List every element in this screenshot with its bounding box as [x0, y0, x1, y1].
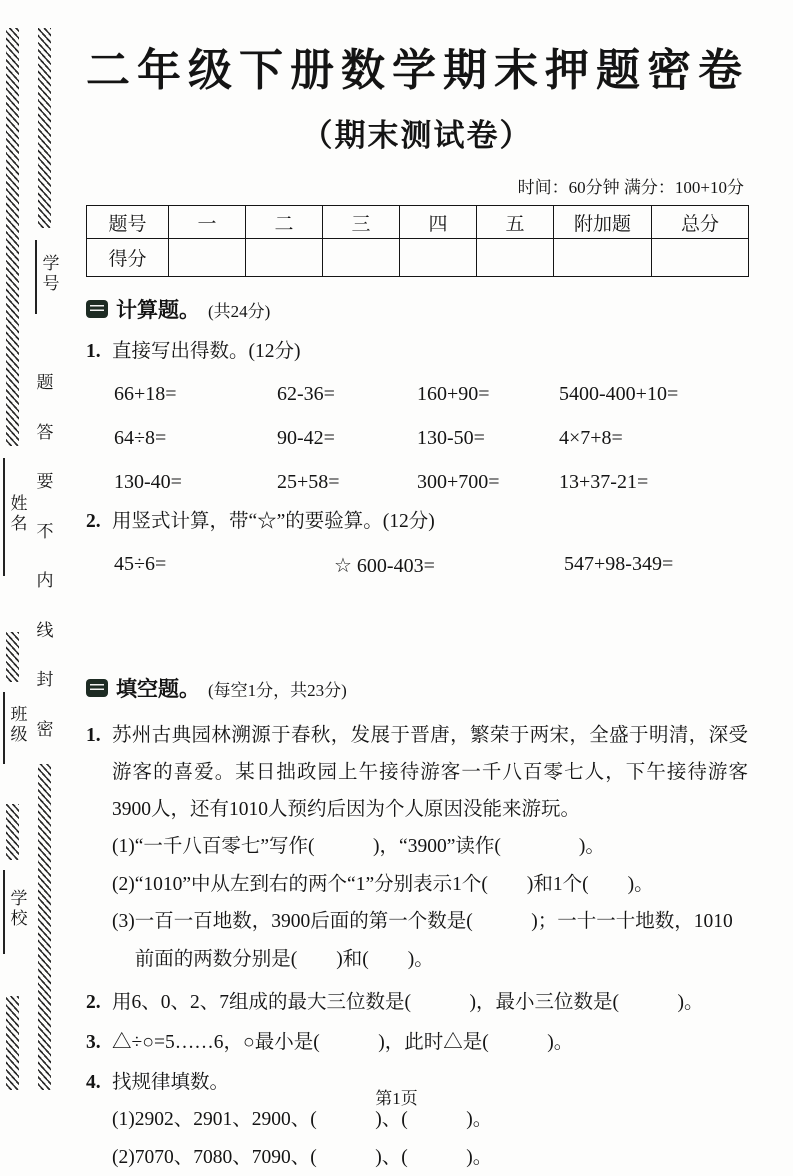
calc-problem: 90-42=: [277, 427, 417, 450]
seal-char: 内: [37, 566, 54, 591]
seal-char: 密: [37, 715, 54, 740]
fill-q1-sub-3: [86, 903, 748, 978]
score-table-header-cell: 一: [169, 206, 246, 239]
calc-question-1: [86, 337, 748, 367]
calc-problem: ☆ 600-403=: [334, 553, 564, 578]
section-calc-points: (共24分): [208, 297, 270, 322]
seal-char: 不: [37, 517, 54, 542]
seal-hatch-outer-mid1: [6, 632, 19, 682]
class-field-label: [3, 686, 30, 764]
fill-question-3: [86, 1024, 748, 1061]
question-text: 找规律填数。: [112, 1064, 748, 1101]
score-empty-cell: [246, 239, 323, 277]
vertical-calc-row: [86, 553, 748, 578]
seal-hatch-outer-top: [6, 28, 19, 446]
calc-problem: 130-40=: [114, 471, 277, 494]
calc-problem: 13+37-21=: [559, 471, 748, 494]
page-title: 二年级下册数学期末押题密卷: [86, 34, 748, 98]
question-number: 2.: [86, 984, 112, 1021]
calc-problem: 25+58=: [277, 471, 417, 494]
list-icon: [86, 300, 108, 318]
question-number: 3.: [86, 1024, 112, 1061]
fill-q1-sub-2: [86, 866, 748, 904]
time-and-score-info: 时间：60分钟 满分：100+10分: [86, 173, 748, 198]
score-empty-cell: [169, 239, 246, 277]
section-fill-title: 填空题。: [116, 673, 200, 703]
seal-char: 线: [37, 616, 54, 641]
calc-problem: 66+18=: [114, 383, 277, 406]
question-number: 2.: [86, 507, 112, 537]
oral-calc-grid: [86, 383, 748, 494]
score-empty-cell: [477, 239, 554, 277]
seal-hatch-inner-bottom: [38, 764, 51, 1090]
question-number: 1.: [86, 717, 112, 828]
sub-question-text: 7070、7080、7090、( )、( )。: [135, 1139, 748, 1176]
sub-question-number: (1): [112, 1101, 135, 1139]
question-text: 用竖式计算，带“☆”的要验算。(12分): [112, 507, 748, 537]
calc-problem: 300+700=: [417, 471, 559, 494]
seal-char: 题: [37, 368, 54, 393]
sub-question-number: (3): [112, 903, 135, 978]
score-empty-cell: [652, 239, 749, 277]
score-empty-cell: [400, 239, 477, 277]
calc-problem: 62-36=: [277, 383, 417, 406]
question-text: 苏州古典园林溯源于春秋，发展于晋唐，繁荣于两宋，全盛于明清，深受游客的喜爱。某日拙政园上午接待游客一千八百零七人，下午接待游客3900人，还有1010人预约后因为个人原因没能来游玩。: [112, 717, 748, 828]
name-field-label: [3, 452, 30, 576]
fill-question-1: [86, 717, 748, 828]
score-empty-cell: [554, 239, 652, 277]
question-text: 直接写出得数。(12分): [112, 337, 748, 367]
score-table-header-cell: 三: [323, 206, 400, 239]
calc-problem: 547+98-349=: [564, 553, 673, 578]
name-label-text: 姓名: [5, 494, 30, 534]
page-subtitle: （期末测试卷）: [86, 110, 748, 155]
section-calc-header: [86, 294, 748, 324]
school-blank-line: [3, 870, 5, 954]
score-table-header-cell: 附加题: [554, 206, 652, 239]
seal-hatch-outer-bottom: [6, 996, 19, 1090]
fill-q4-sub-2: [86, 1139, 748, 1176]
student-no-field-label: [35, 234, 62, 314]
fill-q1-sub-1: [86, 828, 748, 866]
list-icon: [86, 679, 108, 697]
fill-question-2: [86, 984, 748, 1021]
seal-char: 封: [37, 665, 54, 690]
calc-problem: 160+90=: [417, 383, 559, 406]
sub-question-number: (2): [112, 1139, 135, 1176]
calc-problem: 64÷8=: [114, 427, 277, 450]
section-fill-header: [86, 673, 748, 703]
page-number: 第1页: [0, 1084, 793, 1109]
score-table-header-cell: 五: [477, 206, 554, 239]
question-number: 4.: [86, 1064, 112, 1101]
score-label-cell: 得分: [87, 239, 169, 277]
calc-problem: 5400-400+10=: [559, 383, 748, 406]
exam-page: [86, 24, 748, 1176]
class-label-text: 班级: [5, 705, 30, 745]
calc-problem: 45÷6=: [114, 553, 334, 578]
working-space: [86, 578, 748, 656]
sub-question-number: (1): [112, 828, 135, 866]
question-text: △÷○=5……6，○最小是( )，此时△是( )。: [112, 1024, 748, 1061]
score-empty-cell: [323, 239, 400, 277]
section-fill-points: (每空1分，共23分): [208, 676, 347, 701]
question-text: 用6、0、2、7组成的最大三位数是( )，最小三位数是( )。: [112, 984, 748, 1021]
calc-question-2: [86, 507, 748, 537]
seal-char: 答: [37, 418, 54, 443]
sub-question-text: 2902、2901、2900、( )、( )。: [135, 1101, 748, 1139]
score-table-header-cell: 四: [400, 206, 477, 239]
score-table-header-cell: 总分: [652, 206, 749, 239]
score-table-header-cell: 二: [246, 206, 323, 239]
seal-line-text: [36, 368, 54, 740]
calc-problem: 130-50=: [417, 427, 559, 450]
student-no-label-text: 学号: [37, 254, 62, 294]
score-table: [86, 205, 749, 277]
question-number: 1.: [86, 337, 112, 367]
seal-hatch-inner-top: [38, 28, 51, 228]
sub-question-number: (2): [112, 866, 135, 904]
section-calc-title: 计算题。: [116, 294, 200, 324]
sub-question-text: 一百一百地数，3900后面的第一个数是( )；一十一十地数，1010前面的两数分别是( )和( )。: [135, 903, 748, 978]
class-blank-line: [3, 692, 5, 764]
sub-question-text: “一千八百零七”写作( )，“3900”读作( )。: [135, 828, 748, 866]
student-no-blank-line: [35, 240, 37, 314]
school-label-text: 学校: [5, 889, 30, 929]
seal-hatch-outer-mid2: [6, 804, 19, 860]
score-table-header-cell: 题号: [87, 206, 169, 239]
calc-problem: 4×7+8=: [559, 427, 748, 450]
seal-char: 要: [37, 467, 54, 492]
name-blank-line: [3, 458, 5, 576]
school-field-label: [3, 864, 30, 954]
sub-question-text: “1010”中从左到右的两个“1”分别表示1个( )和1个( )。: [135, 866, 748, 904]
